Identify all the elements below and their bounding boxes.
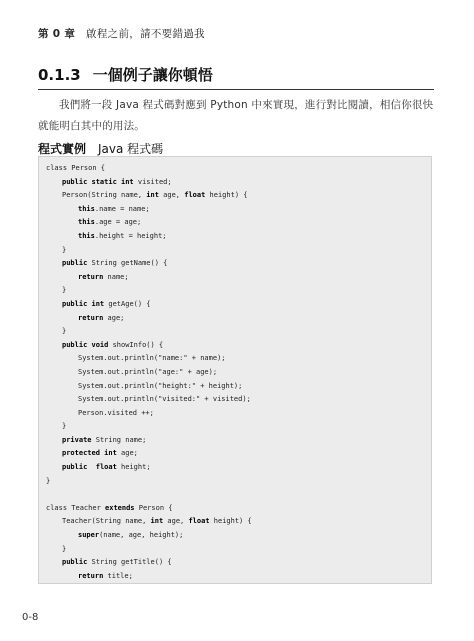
code-line <box>39 407 431 421</box>
code-keyword: extends <box>105 503 135 512</box>
code-line <box>39 176 431 190</box>
code-keyword: float <box>95 463 117 472</box>
code-text: } <box>46 476 51 485</box>
code-line <box>39 352 431 366</box>
code-keyword: this <box>78 231 95 240</box>
code-text: System.out.println("height:" + height); <box>78 381 243 390</box>
code-text: } <box>62 327 67 336</box>
code-text: age; <box>103 313 125 322</box>
code-line <box>39 393 431 407</box>
code-text: age, <box>158 191 185 200</box>
code-line <box>39 298 431 312</box>
code-text: age; <box>116 449 138 458</box>
code-line <box>39 475 431 489</box>
code-line <box>39 434 431 448</box>
code-keyword: public <box>62 259 88 268</box>
code-text: } <box>62 245 67 254</box>
chapter-label: 第 0 章 <box>38 28 76 40</box>
code-line <box>39 203 431 217</box>
code-text: class <box>46 164 68 172</box>
code-text: System.out.println("age:" + age); <box>78 367 218 376</box>
code-block <box>38 156 432 584</box>
code-keyword: float <box>184 191 206 200</box>
code-keyword: super <box>78 531 100 540</box>
code-line <box>39 216 431 230</box>
code-text: getAge() { <box>104 299 151 308</box>
code-keyword: return <box>78 272 104 281</box>
code-text: .name = name; <box>94 204 150 213</box>
section-number: 0.1.3 <box>38 66 81 84</box>
code-text: System.out.println("name:" + name); <box>78 354 226 363</box>
section-title: 一個例子讓你頓悟 <box>92 66 213 84</box>
code-line <box>39 502 431 516</box>
code-language-label: Java 程式碼 <box>98 142 164 156</box>
page-number: 0-8 <box>22 612 39 623</box>
code-text: } <box>62 544 67 553</box>
chapter-title: 啟程之前，請不要錯過我 <box>86 28 205 40</box>
code-keyword: public static int <box>62 177 134 186</box>
code-text: Person.visited ++; <box>78 408 154 417</box>
code-text: String getTitle() { <box>87 558 172 567</box>
code-line <box>39 515 431 529</box>
code-keyword: public <box>62 558 88 567</box>
code-keyword: return <box>78 571 104 580</box>
code-keyword: return <box>78 313 104 322</box>
code-text: String getName() { <box>87 259 168 268</box>
code-keyword: private <box>62 435 92 444</box>
code-text: name; <box>103 272 129 281</box>
code-text: .age = age; <box>94 218 142 227</box>
code-example-label: 程式實例 <box>38 142 87 156</box>
code-text: age, <box>163 517 189 526</box>
code-line <box>39 461 431 475</box>
code-text: title; <box>103 571 133 580</box>
code-line <box>39 325 431 339</box>
code-text: System.out.println("visited:" + visited); <box>78 395 251 404</box>
code-text: Person { <box>67 164 106 172</box>
code-text: String name; <box>91 435 147 444</box>
code-line <box>39 312 431 326</box>
code-text: } <box>62 422 67 431</box>
code-line <box>39 447 431 461</box>
code-text: Person(String name, <box>62 191 147 200</box>
code-line <box>39 420 431 434</box>
body-paragraph: 我們將一段 Java 程式碼對應到 Python 中來實現，進行對比閱讀，相信你很快就能明白其中的用法。 <box>38 99 434 132</box>
code-line <box>39 284 431 298</box>
code-text <box>87 463 95 471</box>
code-text: class <box>46 503 68 512</box>
code-text: (name, age, height); <box>99 531 184 540</box>
code-line <box>39 488 431 502</box>
code-line <box>39 543 431 557</box>
code-line <box>39 570 431 584</box>
code-text: Teacher <box>67 503 106 512</box>
code-line <box>39 529 431 543</box>
code-keyword: int <box>146 191 159 200</box>
code-keyword: protected int <box>62 449 117 458</box>
code-text: height) { <box>205 191 248 200</box>
code-text: height) { <box>209 517 252 526</box>
code-line <box>39 257 431 271</box>
code-text: Person { <box>134 503 173 512</box>
code-keyword: public int <box>62 299 105 308</box>
code-text: Teacher(String name, <box>62 517 151 526</box>
code-line <box>39 556 431 570</box>
code-text: } <box>62 286 67 295</box>
code-keyword: this <box>78 218 95 227</box>
code-line <box>39 244 431 258</box>
code-text: height; <box>116 463 151 472</box>
code-keyword: int <box>150 517 164 526</box>
code-line <box>39 339 431 353</box>
code-keyword: this <box>78 204 95 213</box>
code-example-title <box>38 140 163 157</box>
chapter-header <box>38 26 205 41</box>
code-keyword: public void <box>62 340 109 349</box>
code-line <box>39 189 431 203</box>
code-line <box>39 162 431 176</box>
code-keyword: float <box>188 517 210 526</box>
code-line <box>39 271 431 285</box>
code-text: visited; <box>133 177 172 186</box>
code-line <box>39 230 431 244</box>
code-line <box>39 380 431 394</box>
code-text: showInfo() { <box>108 340 164 349</box>
code-text: .height = height; <box>94 231 167 240</box>
code-line <box>39 366 431 380</box>
code-keyword: public <box>62 463 88 472</box>
section-heading <box>38 64 434 90</box>
